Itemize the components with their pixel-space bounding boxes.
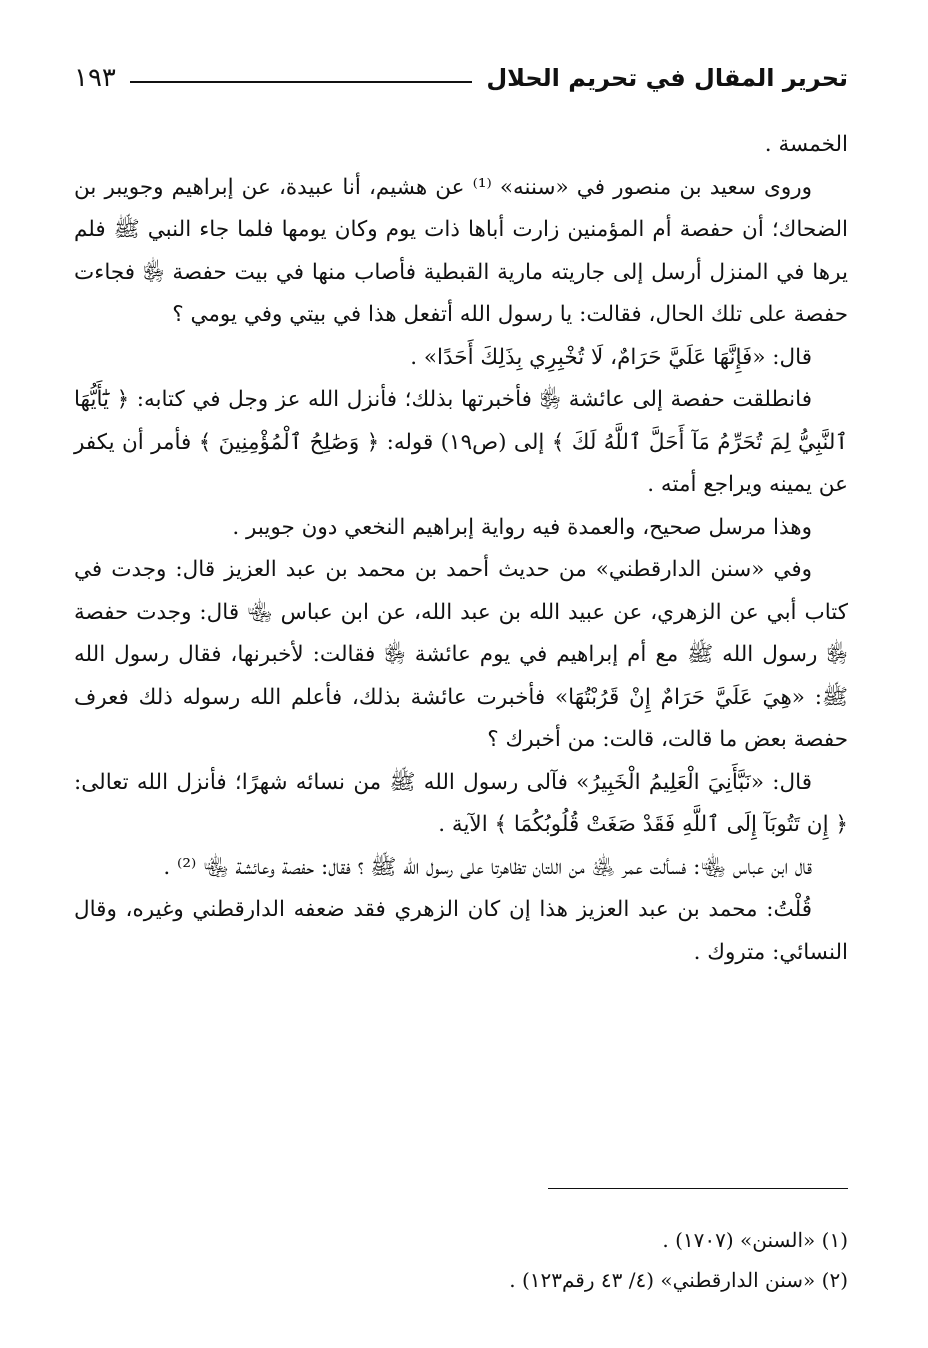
- paragraph: قال: «فَإِنَّهَا عَلَيَّ حَرَامٌ، لَا تُخْبِرِي بِذَلِكَ أَحَدًا» .: [410, 344, 812, 370]
- footnote-separator: [548, 1188, 848, 1189]
- paragraph: وهذا مرسل صحيح، والعمدة فيه رواية إبراهيم النخعي دون جويبر .: [232, 514, 812, 540]
- paragraph: الخمسة .: [764, 132, 848, 157]
- footnotes: [74, 1220, 848, 1300]
- paragraph: قال ابن عباس ﵄: فسألت عمر ﵁ من اللتان تظاهرتا على رسول الله ﷺ ؟ فقال: حفصة وعائشة ﵄ ⁽²⁾ .: [163, 854, 812, 880]
- header-rule: [130, 81, 472, 83]
- main-text: [74, 124, 848, 974]
- paragraph: وروى سعيد بن منصور في «سننه» ⁽¹⁾ عن هشيم، أنا عبيدة، عن إبراهيم وجويبر بن الضحاك؛ أن حفصة أم المؤمنين زارت أباها ذات يوم وكان يومها فلما جاء النبي ﷺ فلم يرها في المنزل أرسل إلى جاريته مارية القبطية فأصاب منها في بيت حفصة ﵂ فجاءت حفصة على تلك الحال، فقالت: يا رسول الله أتفعل هذا في بيتي وفي يومي ؟: [74, 174, 848, 327]
- book-title: تحرير المقال في تحريم الحلال: [486, 64, 848, 92]
- footnote: (٢) «سنن الدارقطني» (٤/ ٤٣ رقم١٢٣) .: [509, 1268, 848, 1292]
- footnote: (١) «السنن» (١٧٠٧) .: [662, 1228, 848, 1252]
- paragraph: قال: «نَبَّأَنِيَ الْعَلِيمُ الْخَبِيرُ» فآلى رسول الله ﷺ من نسائه شهرًا؛ فأنزل الله تعالى: ﴿ إِن تَتُوبَآ إِلَى ٱللَّهِ فَقَدْ صَغَتْ قُلُوبُكُمَا ﴾ الآية .: [74, 769, 848, 837]
- paragraph: وفي «سنن الدارقطني» من حديث أحمد بن محمد بن عبد العزيز قال: وجدت في كتاب أبي عن الزهري، عن عبيد الله بن عبد الله، عن ابن عباس ﵄ قال: وجدت حفصة ﵂ رسول الله ﷺ مع أم إبراهيم في يوم عائشة ﵂ فقالت: لأخبرنها، فقال رسول الله ﷺ: «هِيَ عَلَيَّ حَرَامٌ إِنْ قَرُبْتُهَا» فأخبرت عائشة بذلك، فأعلم الله رسوله ذلك فعرف حفصة بعض ما قالت، قالت: من أخبرك ؟: [74, 557, 848, 752]
- paragraph: فانطلقت حفصة إلى عائشة ﵂ فأخبرتها بذلك؛ فأنزل الله عز وجل في كتابه: ﴿ يَٰٓأَيُّهَا ٱلنَّبِيُّ لِمَ تُحَرِّمُ مَآ أَحَلَّ ٱللَّهُ لَكَ ﴾ إلى (ص١٩) قوله: ﴿ وَصَٰلِحُ ٱلْمُؤْمِنِينَ ﴾ فأمر أن يكفر عن يمينه ويراجع أمته .: [74, 387, 848, 497]
- page-number: ١٩٣: [74, 63, 116, 93]
- paragraph: قُلْتُ: محمد بن عبد العزيز هذا إن كان الزهري فقد ضعفه الدارقطني وغيره، وقال النسائي: متروك .: [74, 897, 848, 965]
- running-header: [74, 58, 848, 98]
